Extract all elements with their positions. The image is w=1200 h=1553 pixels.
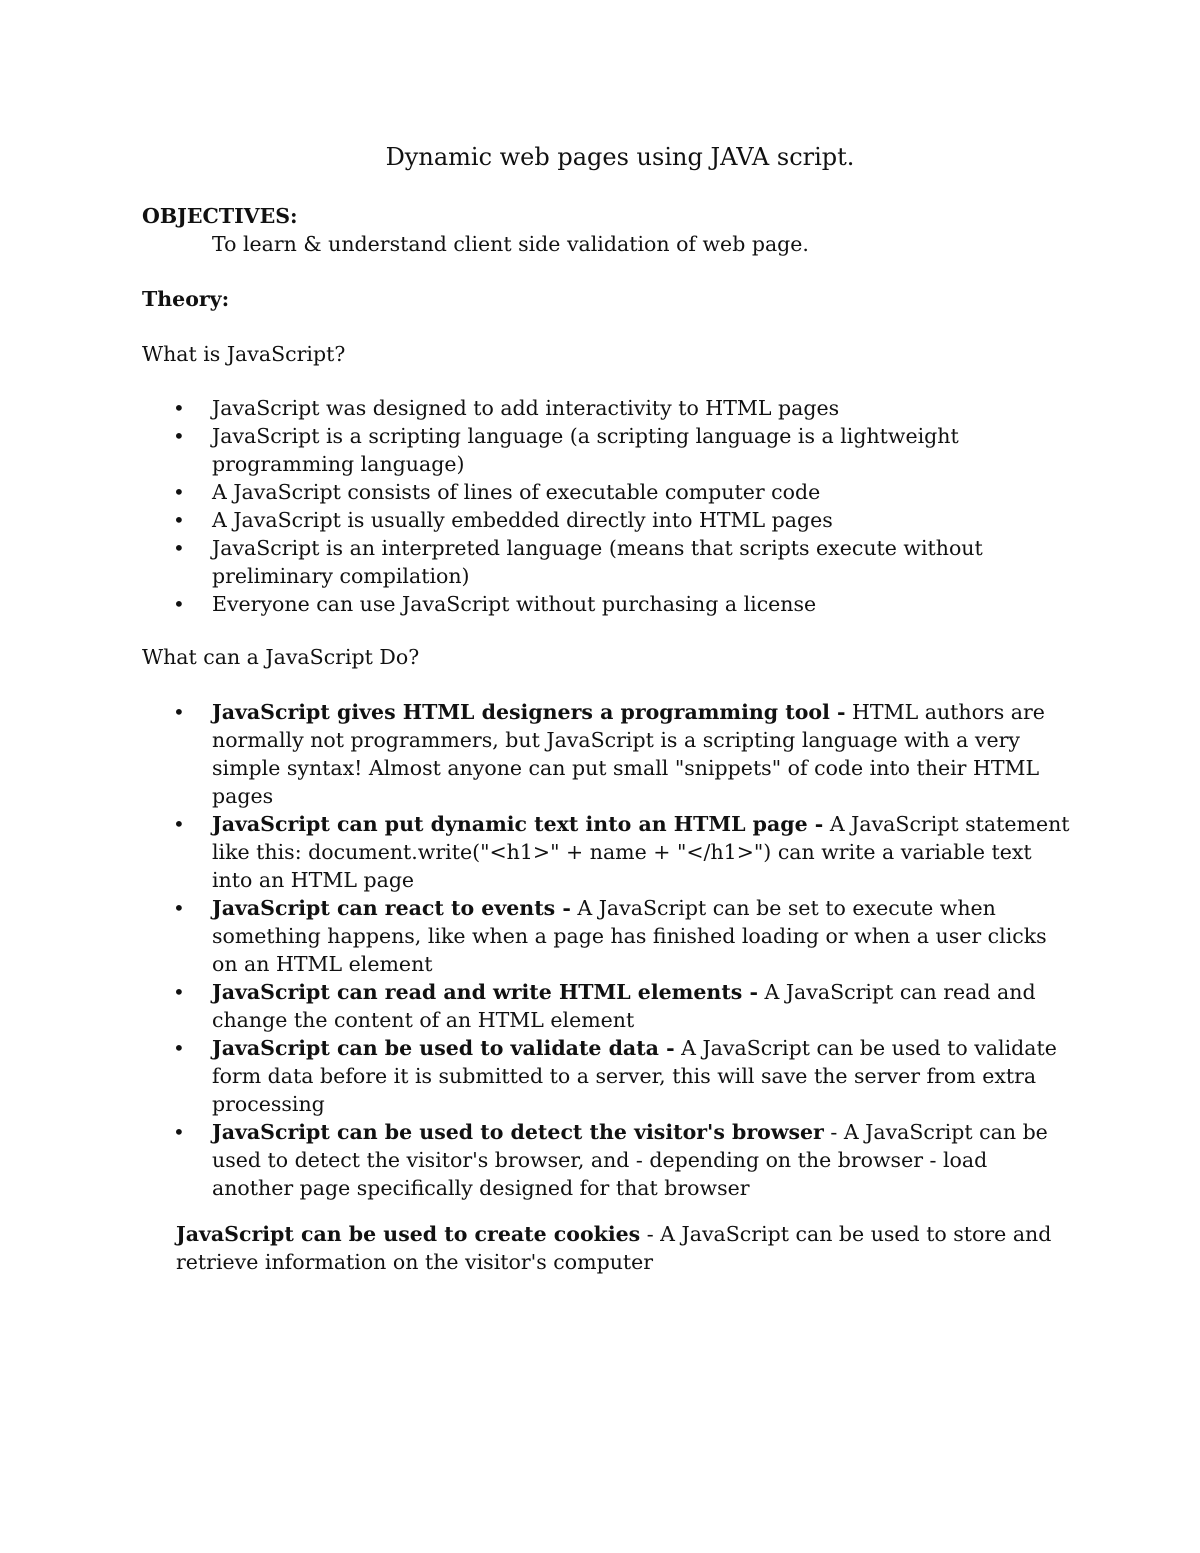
list-item — [142, 394, 1072, 422]
bullet-icon: • — [173, 896, 185, 920]
list-item — [142, 590, 1072, 618]
list-item-text: JavaScript is a scripting language (a scripting language is a lightweight programming language) — [212, 424, 959, 476]
list-item-text: JavaScript was designed to add interactivity to HTML pages — [212, 396, 840, 420]
cookies-paragraph — [176, 1220, 1076, 1276]
question-what-is-text: What is JavaScript? — [142, 342, 346, 366]
list-item-lead: JavaScript can be used to validate data - — [212, 1036, 675, 1060]
list-item — [142, 1034, 1072, 1118]
cookies-text: - A JavaScript can be used to store and retrieve information on the visitor's computer — [176, 1222, 1052, 1274]
list-item-text: A JavaScript statement like this: document.write("<h1>" + name + "</h1>") can write a variable text into an HTML page — [212, 812, 1070, 892]
what-can-list — [142, 698, 1072, 1202]
question-what-is — [142, 340, 1072, 368]
bullet-icon: • — [173, 592, 185, 616]
list-item — [142, 698, 1072, 810]
page-title: Dynamic web pages using JAVA script. — [385, 143, 855, 171]
list-item-lead: JavaScript can be used to detect the visitor's browser — [212, 1120, 824, 1144]
list-item-text: HTML authors are normally not programmers, but JavaScript is a scripting language with a very simple syntax! Almost anyone can put small "snippets" of code into their HTML pages — [212, 700, 1045, 808]
list-item — [142, 506, 1072, 534]
list-item-text: A JavaScript can be set to execute when something happens, like when a page has finished loading or when a user clicks on an HTML element — [212, 896, 1047, 976]
list-item-text: A JavaScript is usually embedded directly into HTML pages — [212, 508, 833, 532]
list-item-text: A JavaScript can read and change the content of an HTML element — [212, 980, 1036, 1032]
bullet-icon: • — [173, 480, 185, 504]
theory-heading — [142, 285, 1072, 313]
objectives-section — [142, 202, 1072, 258]
list-item — [142, 478, 1072, 506]
list-item-lead: JavaScript can react to events - — [212, 896, 571, 920]
bullet-icon: • — [173, 396, 185, 420]
list-item-text: Everyone can use JavaScript without purchasing a license — [212, 592, 817, 616]
list-item-text: A JavaScript consists of lines of executable computer code — [212, 480, 821, 504]
list-item — [142, 978, 1072, 1034]
list-item — [142, 1118, 1072, 1202]
list-item-lead: JavaScript can read and write HTML elements - — [212, 980, 758, 1004]
theory-heading-text: Theory: — [142, 287, 230, 311]
bullet-icon: • — [173, 1120, 185, 1144]
bullet-icon: • — [173, 424, 185, 448]
objectives-text: To learn & understand client side validation of web page. — [212, 232, 809, 256]
what-can-bullet-list — [142, 698, 1072, 1202]
question-what-can — [142, 643, 1072, 671]
bullet-icon: • — [173, 980, 185, 1004]
list-item — [142, 810, 1072, 894]
list-item — [142, 422, 1072, 478]
list-item-lead: JavaScript gives HTML designers a programming tool - — [212, 700, 846, 724]
bullet-icon: • — [173, 700, 185, 724]
bullet-icon: • — [173, 508, 185, 532]
list-item-text: A JavaScript can be used to validate form data before it is submitted to a server, this will save the server from extra processing — [212, 1036, 1057, 1116]
list-item-lead: JavaScript can put dynamic text into an HTML page - — [212, 812, 824, 836]
list-item-text: JavaScript is an interpreted language (means that scripts execute without preliminary compilation) — [212, 536, 983, 588]
what-is-bullet-list — [142, 394, 1072, 618]
list-item — [142, 534, 1072, 590]
what-is-list — [142, 394, 1072, 618]
objectives-heading: OBJECTIVES: — [142, 204, 298, 228]
list-item-text: - A JavaScript can be used to detect the visitor's browser, and - depending on the browser - load another page specifically designed for that browser — [212, 1120, 1048, 1200]
list-item — [142, 894, 1072, 978]
bullet-icon: • — [173, 536, 185, 560]
question-what-can-text: What can a JavaScript Do? — [142, 645, 420, 669]
bullet-icon: • — [173, 812, 185, 836]
cookies-lead: JavaScript can be used to create cookies — [176, 1222, 641, 1246]
bullet-icon: • — [173, 1036, 185, 1060]
